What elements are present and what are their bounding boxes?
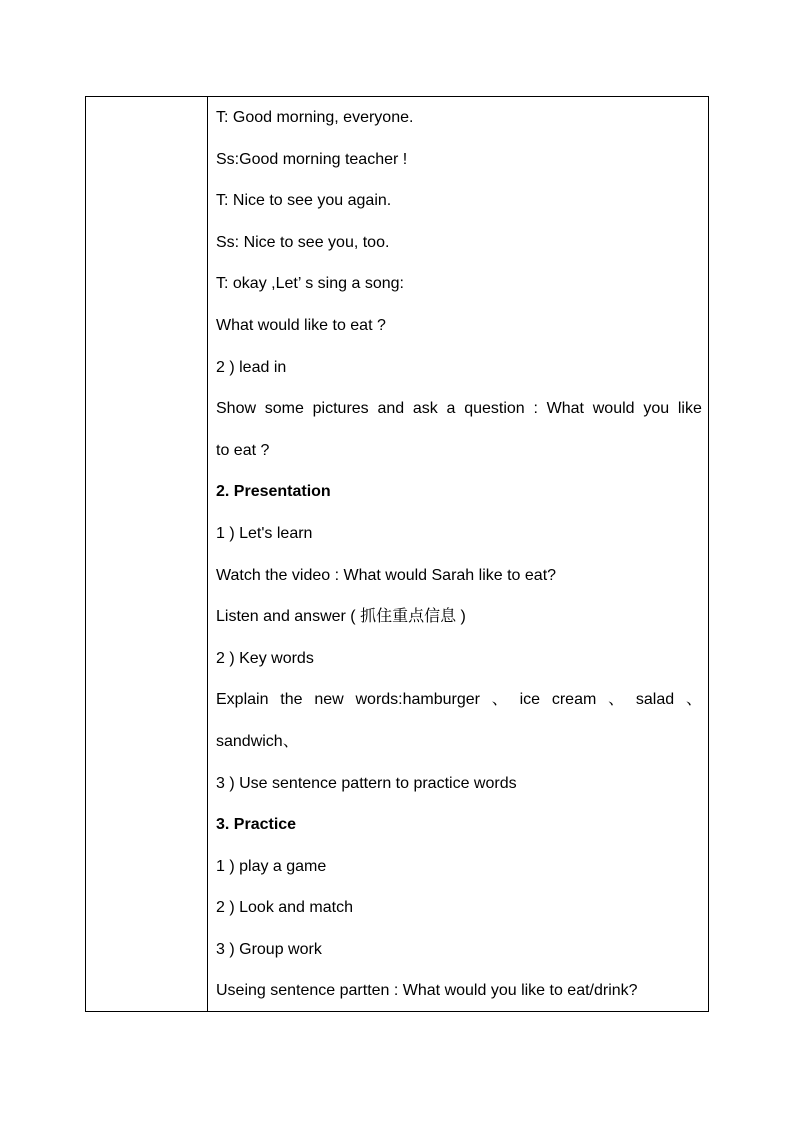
word: Show: [216, 400, 257, 418]
word: 、: [685, 691, 702, 709]
step-line: 3 ) Use sentence pattern to practice words: [216, 774, 517, 792]
word: 、: [608, 691, 625, 709]
word: :: [533, 400, 538, 418]
word: cream: [551, 691, 597, 709]
song-title-line: What would like to eat ?: [216, 316, 386, 334]
word: salad: [635, 691, 675, 709]
section-heading: 2. Presentation: [216, 483, 331, 501]
step-detail-line: Useing sentence partten : What would you like to eat/drink?: [216, 982, 638, 1000]
lesson-table: [85, 96, 709, 1012]
word: ask: [412, 400, 438, 418]
continuation-line: to eat ?: [216, 441, 270, 459]
show-pictures-line: [216, 388, 702, 430]
word: pictures: [312, 400, 369, 418]
step-line: 1 ) Let's learn: [216, 524, 313, 542]
word: a: [446, 400, 456, 418]
word: 、: [491, 691, 508, 709]
section-heading: 3. Practice: [216, 816, 297, 834]
word: and: [377, 400, 405, 418]
dialogue-line: Ss:Good morning teacher !: [216, 150, 408, 168]
word: like: [677, 400, 702, 418]
word: What: [546, 400, 584, 418]
procedure-cell: [208, 97, 708, 1011]
step-detail-line: Listen and answer ( 抓住重点信息 ): [216, 608, 466, 626]
step-line: 2 ) Key words: [216, 649, 314, 667]
word: words:hamburger: [355, 691, 480, 709]
left-column-cell: [86, 97, 208, 1011]
word: Explain: [216, 691, 269, 709]
dialogue-line: T: Nice to see you again.: [216, 192, 392, 210]
dialogue-line: T: Good morning, everyone.: [216, 109, 414, 126]
word: some: [264, 400, 304, 418]
step-detail-line: Watch the video : What would Sarah like to eat?: [216, 566, 557, 584]
step-line: 1 ) play a game: [216, 857, 327, 875]
word: new: [314, 691, 344, 709]
continuation-line: sandwich、: [216, 732, 299, 750]
explain-words-line: [216, 679, 702, 721]
step-line: 2 ) Look and match: [216, 899, 353, 917]
step-line: 2 ) lead in: [216, 358, 287, 376]
dialogue-line: Ss: Nice to see you, too.: [216, 233, 390, 251]
word: question: [464, 400, 525, 418]
dialogue-line: T: okay ,Let’ s sing a song:: [216, 275, 404, 293]
word: would: [592, 400, 635, 418]
word: you: [643, 400, 670, 418]
word: ice: [519, 691, 541, 709]
word: the: [280, 691, 303, 709]
step-line: 3 ) Group work: [216, 940, 322, 958]
